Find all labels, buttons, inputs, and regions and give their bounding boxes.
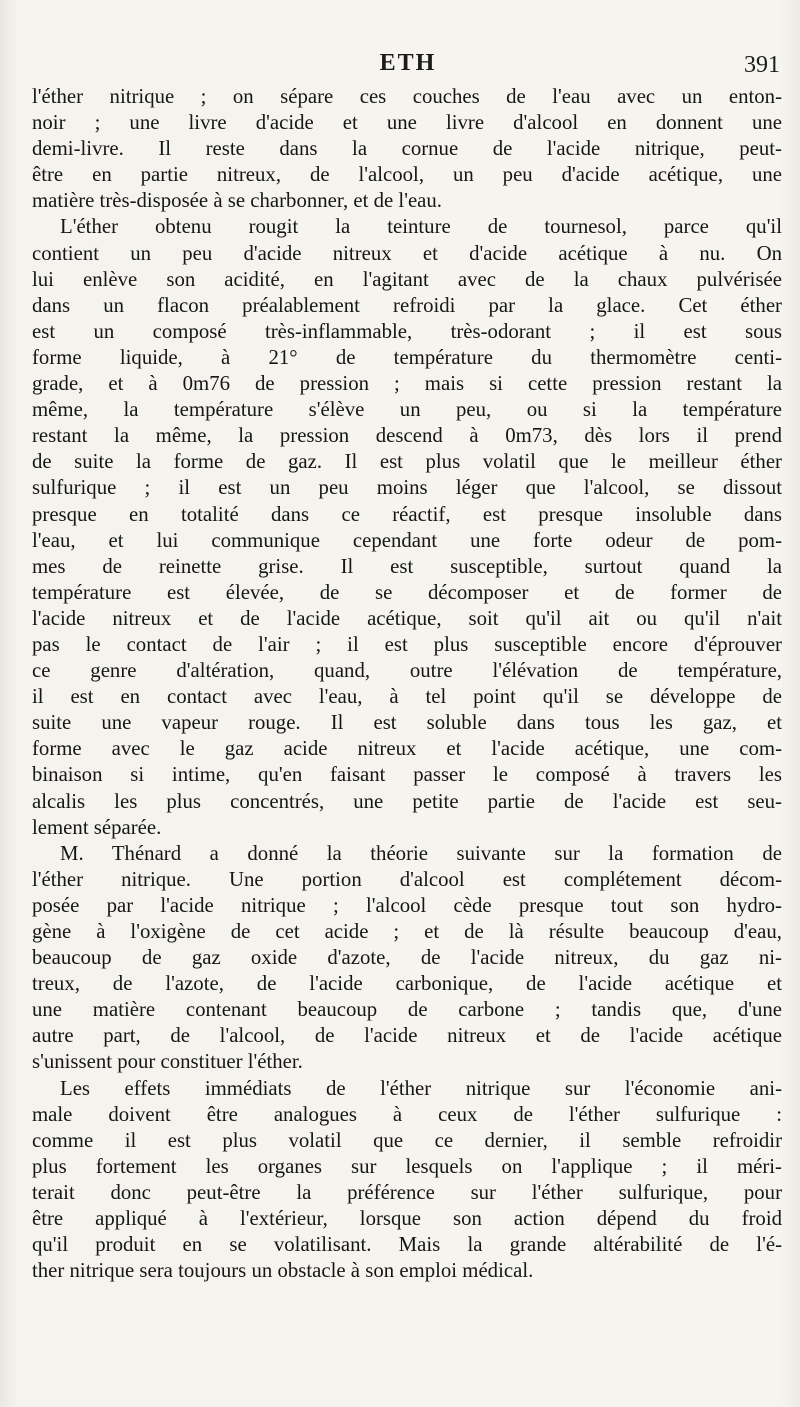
text-line: ther nitrique sera toujours un obstacle à son emploi médical. bbox=[32, 1259, 534, 1283]
text-line: lui enlève son acidité, en l'agitant avec de la chaux pulvérisée bbox=[32, 267, 782, 291]
text-line: comme il est plus volatil que ce dernier, il semble refroidir bbox=[32, 1128, 782, 1152]
text-line: grade, et à 0m76 de pression ; mais si cette pression restant la bbox=[32, 372, 782, 396]
text-line: l'éther nitrique ; on sépare ces couches de l'eau avec un enton- bbox=[32, 85, 782, 108]
page-number: 391 bbox=[744, 52, 780, 78]
text-line: M. Thénard a donné la théorie suivante sur la formation de bbox=[60, 841, 782, 865]
text-line: posée par l'acide nitrique ; l'alcool cède presque tout son hydro- bbox=[32, 893, 782, 917]
text-line: contient un peu d'acide nitreux et d'acide acétique à nu. On bbox=[32, 241, 782, 265]
text-line: pas le contact de l'air ; il est plus susceptible encore d'éprouver bbox=[32, 632, 782, 656]
text-line: s'unissent pour constituer l'éther. bbox=[32, 1050, 303, 1074]
text-line: l'acide nitreux et de l'acide acétique, soit qu'il ait ou qu'il n'ait bbox=[32, 606, 782, 630]
text-line: male doivent être analogues à ceux de l'éther sulfurique : bbox=[32, 1102, 782, 1126]
text-line: l'éther nitrique. Une portion d'alcool est complétement décom- bbox=[32, 867, 782, 891]
text-line: sulfurique ; il est un peu moins léger que l'alcool, se dissout bbox=[32, 476, 782, 500]
page-body-text bbox=[32, 84, 782, 1284]
text-line: terait donc peut-être la préférence sur l'éther sulfurique, pour bbox=[32, 1180, 782, 1204]
paragraph bbox=[32, 214, 782, 840]
text-line: restant la même, la pression descend à 0m73, dès lors il prend bbox=[32, 424, 782, 448]
text-line: une matière contenant beaucoup de carbone ; tandis que, d'une bbox=[32, 998, 782, 1022]
text-line: beaucoup de gaz oxide d'azote, de l'acide nitreux, du gaz ni- bbox=[32, 946, 782, 970]
text-line: presque en totalité dans ce réactif, est presque insoluble dans bbox=[32, 502, 782, 526]
paragraph bbox=[32, 841, 782, 1076]
text-line: il est en contact avec l'eau, à tel point qu'il se développe de bbox=[32, 685, 782, 709]
text-line: être en partie nitreux, de l'alcool, un peu d'acide acétique, une bbox=[32, 163, 782, 187]
paragraph bbox=[32, 1076, 782, 1285]
text-line: dans un flacon préalablement refroidi par la glace. Cet éther bbox=[32, 293, 782, 317]
text-line: gène à l'oxigène de cet acide ; et de là résulte beaucoup d'eau, bbox=[32, 920, 782, 943]
text-line: suite une vapeur rouge. Il est soluble dans tous les gaz, et bbox=[32, 711, 782, 735]
text-line: l'eau, et lui communique cependant une forte odeur de pom- bbox=[32, 528, 782, 552]
text-line: température est élevée, de se décomposer et de former de bbox=[32, 580, 782, 604]
running-head: ETH bbox=[379, 50, 437, 76]
text-line: forme liquide, à 21° de température du thermomètre centi- bbox=[32, 345, 782, 369]
text-line: de suite la forme de gaz. Il est plus volatil que le meilleur éther bbox=[32, 450, 782, 474]
text-line: être appliqué à l'extérieur, lorsque son action dépend du froid bbox=[32, 1207, 782, 1231]
text-line: binaison si intime, qu'en faisant passer le composé à travers les bbox=[32, 763, 782, 787]
text-line: autre part, de l'alcool, de l'acide nitreux et de l'acide acétique bbox=[32, 1024, 782, 1048]
text-line: L'éther obtenu rougit la teinture de tournesol, parce qu'il bbox=[60, 215, 782, 239]
paragraph bbox=[32, 84, 782, 214]
page-header bbox=[30, 44, 786, 80]
text-line: demi-livre. Il reste dans la cornue de l'acide nitrique, peut- bbox=[32, 137, 782, 161]
text-line: noir ; une livre d'acide et une livre d'alcool en donnent une bbox=[32, 111, 782, 135]
text-line: qu'il produit en se volatilisant. Mais la grande altérabilité de l'é- bbox=[32, 1233, 782, 1257]
text-line: mes de reinette grise. Il est susceptible, surtout quand la bbox=[32, 554, 782, 578]
text-line: lement séparée. bbox=[32, 815, 162, 839]
text-line: treux, de l'azote, de l'acide carbonique, de l'acide acétique et bbox=[32, 972, 782, 996]
text-line: forme avec le gaz acide nitreux et l'acide acétique, une com- bbox=[32, 737, 782, 761]
text-line: Les effets immédiats de l'éther nitrique sur l'économie ani- bbox=[60, 1076, 782, 1100]
text-line: plus fortement les organes sur lesquels on l'applique ; il méri- bbox=[32, 1154, 782, 1178]
text-line: alcalis les plus concentrés, une petite partie de l'acide est seu- bbox=[32, 789, 782, 813]
text-line: matière très-disposée à se charbonner, et de l'eau. bbox=[32, 189, 442, 213]
text-line: même, la température s'élève un peu, ou si la température bbox=[32, 398, 782, 422]
text-line: ce genre d'altération, quand, outre l'élévation de température, bbox=[32, 659, 782, 683]
text-line: est un composé très-inflammable, très-odorant ; il est sous bbox=[32, 319, 782, 343]
